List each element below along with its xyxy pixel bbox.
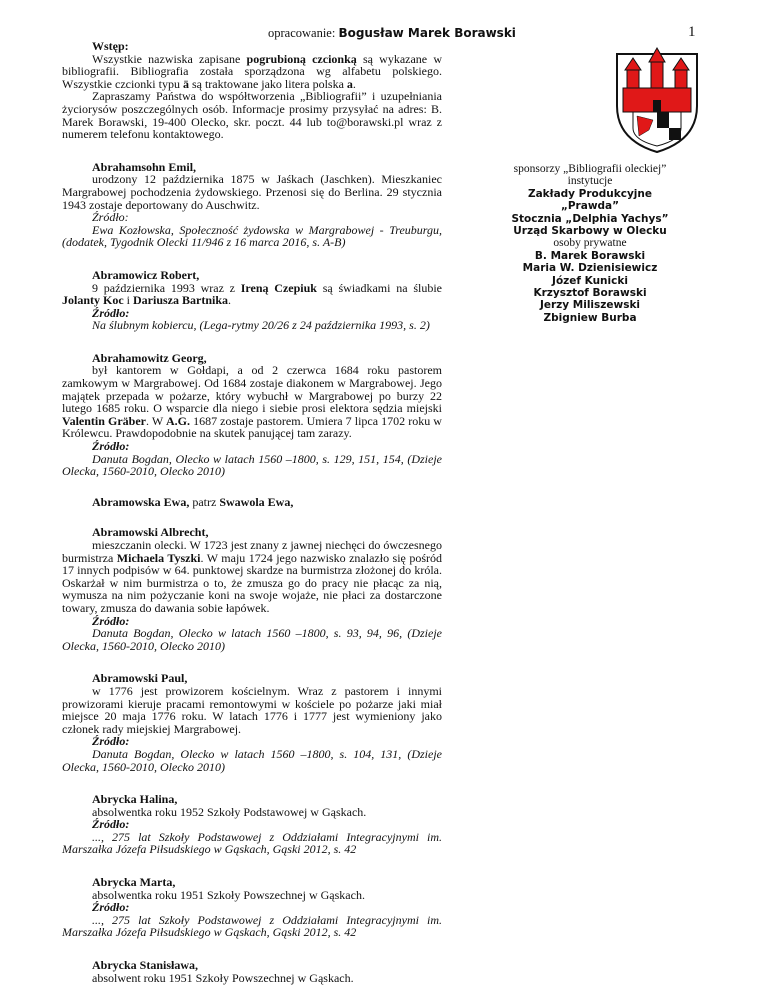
source-text: ..., 275 lat Szkoły Podstawowej z Oddziałami Integracyjnymi im. Marszałka Józefa Piłsudskiego w Gąskach, Gąski 2012, s. 42: [62, 829, 442, 857]
entry-name: Abramowicz Robert,: [92, 267, 200, 282]
intro-paragraph-1: Wszystkie nazwiska zapisane pogrubioną czcionką są wykazane w bibliografii. Bibliografia została sporządzona wg alfabetu polskiego. Wszystkie czcionki typu ä są traktowane jako litera polska a.: [62, 51, 442, 91]
entry-text: w 1776 jest prowizorem kościelnym. Wraz z pastorem i innymi prowizorami kieruje pracami remontowymi w kościele po pożarze jaki miał miejsce 20 maja 1776 roku. W latach 1776 i 1777 jest wymieniony jako członek rady miejskiej Margrabowej.: [62, 683, 442, 736]
sponsor-person: B. Marek Borawski: [534, 249, 646, 262]
entry-name: Abramowska Ewa,: [92, 494, 190, 509]
source-text: Danuta Bogdan, Olecko w latach 1560 –1800, s. 93, 94, 96, (Dzieje Olecka, 1560-2010, Olecko 2010): [62, 626, 442, 653]
entry-text: absolwentka roku 1951 Szkoły Powszechnej w Gąskach.: [92, 887, 365, 902]
entry-name: Abramowski Paul,: [92, 671, 188, 686]
page-header: [268, 26, 516, 41]
entry-text: mieszczanin olecki. W 1723 jest znany z jawnej niechęci do ówczesnego burmistrza Michaela Tyszki. W maju 1724 jego nazwisko znalazło się pośród 17 innych podpisów w 64. punktowej skardze na burmistrza złożonej do króla. Oskarżał w nim burmistrza o to, że zmusza go do pracy nie płacąc za nią, wymusza na nim pożyczanie koni na swoje wojaże, nie płaci za dostarczone towary, zmusza do dawania sobie łapówek.: [62, 538, 442, 615]
bibliography-entry: [62, 672, 442, 773]
sponsor-institution: Stocznia „Delphia Yachys”: [511, 212, 669, 225]
bibliography-entry: [62, 352, 442, 478]
source-label: Źródło:: [92, 734, 130, 749]
intro-title: Wstęp:: [92, 39, 129, 53]
source-text: Na ślubnym kobiercu, (Lega-rytmy 20/26 z 24 października 1993, s. 2): [92, 318, 430, 333]
sponsor-person: Jerzy Miliszewski: [539, 299, 641, 312]
entry-name: Abramowski Albrecht,: [92, 525, 209, 540]
institutions-label: instytucje: [567, 175, 613, 188]
bibliography-entry: [62, 269, 442, 332]
entry-name: Abrahamsohn Emil,: [92, 159, 197, 174]
source-text: Danuta Bogdan, Olecko w latach 1560 –1800, s. 129, 151, 154, (Dzieje Olecka, 1560-2010, Olecko 2010): [62, 451, 442, 479]
entry-text: 9 października 1993 wraz z Ireną Czepiuk są świadkami na ślubie Jolanty Koc i Dariusza Bartnika.: [62, 280, 442, 308]
entry-text: absolwent roku 1951 Szkoły Powszechnej w Gąskach.: [92, 970, 354, 985]
source-label: Źródło:: [92, 439, 130, 454]
bibliography-entry: [62, 161, 442, 249]
sponsors-heading: sponsorzy „Bibliografii oleckiej”: [513, 163, 667, 175]
sponsor-institution: Zakłady Produkcyjne „Prawda”: [527, 187, 652, 213]
entry-text: absolwentka roku 1952 Szkoły Podstawowej w Gąskach.: [92, 804, 367, 819]
bibliography-entry: Abramowska Ewa, patrz Swawola Ewa,: [92, 494, 294, 509]
entry-name: Abrycka Stanisława,: [92, 958, 199, 973]
page-number: 1: [688, 24, 696, 40]
sponsor-person: Józef Kunicki: [552, 274, 628, 287]
entry-name: Abrycka Marta,: [92, 875, 176, 890]
sponsor-person: Zbigniew Burba: [543, 311, 637, 324]
header-prefix: opracowanie:: [268, 26, 339, 40]
source-label: Źródło:: [92, 210, 129, 225]
entry-reference: Swawola Ewa,: [219, 494, 294, 509]
bibliography-entry: [62, 876, 442, 939]
bibliography-entry: [62, 526, 442, 652]
entry-name: Abrycka Halina,: [92, 792, 178, 807]
source-label: Źródło:: [92, 613, 130, 628]
sponsor-person: Krzysztof Borawski: [533, 287, 647, 300]
private-label: osoby prywatne: [553, 237, 627, 250]
source-label: Źródło:: [92, 900, 130, 915]
source-label: Źródło:: [92, 817, 130, 832]
entry-name: Abrahamowitz Georg,: [92, 350, 207, 365]
bibliography-entry: [62, 959, 442, 984]
sponsors-box: [500, 163, 680, 324]
source-text: Danuta Bogdan, Olecko w latach 1560 –1800, s. 104, 131, (Dzieje Olecka, 1560-2010, Olecko 2010): [62, 746, 442, 774]
intro-paragraph-2: Zapraszamy Państwa do współtworzenia „Bibliografii” i uzupełniania życiorysów poszczególnych osób. Informacje prosimy przysyłać na adres: B. Marek Borawski, 19-400 Olecko, skr. poczt. 44 lub to@borawski.pl wraz z numerem telefonu kontaktowego.: [62, 89, 442, 142]
entry-text: był kantorem w Gołdapi, a od 2 czerwca 1684 roku pastorem zamkowym w Margrabowej. Od 1684 zostaje diakonem w Margrabowej. Jego majątek przepada w pożarze, który wybuchł w Margrabowej po burzy 22 lutego 1685 roku. O wsparcie dla niego i siebie prosi elektora sędzia miejski Valentin Gräber. W A.G. 1687 zostaje pastorem. Umiera 7 lipca 1702 roku w Królewcu. Prawdopodobnie na skutek panującej tam zarazy.: [62, 363, 442, 441]
sponsor-institution: Urząd Skarbowy w Olecku: [513, 225, 667, 238]
header-author: Bogusław Marek Borawski: [338, 26, 516, 40]
source-label: Źródło:: [92, 305, 130, 320]
source-text: Ewa Kozłowska, Społeczność żydowska w Margrabowej - Treuburgu, (dodatek, Tygodnik Olecki 11/946 z 16 marca 2016, s. A-B): [62, 222, 442, 250]
coat-of-arms-icon: [613, 44, 701, 154]
main-column: [62, 40, 442, 984]
entry-text: urodzony 12 października 1875 w Jaśkach (Jaschken). Mieszkaniec Margrabowej pochodzenia żydowskiego. Przenosi się do Berlina. 29 stycznia 1943 zostaje deportowany do Auschwitz.: [62, 172, 442, 212]
source-text: ..., 275 lat Szkoły Podstawowej z Oddziałami Integracyjnymi im. Marszałka Józefa Piłsudskiego w Gąskach, Gąski 2012, s. 42: [62, 912, 442, 940]
bibliography-entry: [62, 793, 442, 856]
sponsor-person: Maria W. Dzienisiewicz: [522, 262, 658, 275]
